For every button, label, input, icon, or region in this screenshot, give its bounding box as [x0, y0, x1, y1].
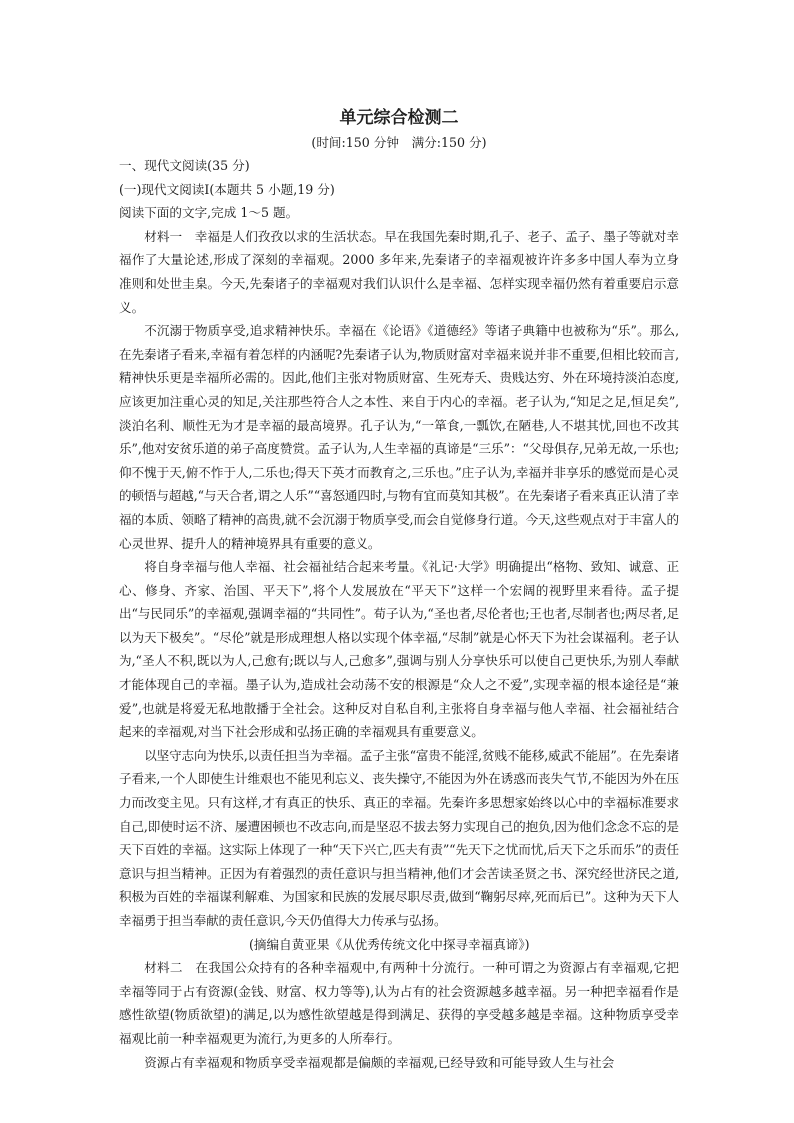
- paragraph-social-welfare: 将自身幸福与他人幸福、社会福祉结合起来考量。《礼记·大学》明确提出“格物、致知、诚意、正心、修身、齐家、治国、平天下”,将个人发展放在“平天下”这样一个宏阔的视野里来看待。孟子提出“与民同乐”的幸福观,强调幸福的“共同性”。荀子认为,“圣也者,尽伦者也;王也者,尽制者也;两尽者,足以为天下极矣”。“尽伦”就是形成理想人格以实现个体幸福,“尽制”就是心怀天下为社会谋福利。老子认为,“圣人不积,既以为人,己愈有;既以与人,己愈多”,强调与别人分享快乐可以使自己更快乐,为别人奉献才能体现自己的幸福。墨子认为,造成社会动荡不安的根源是“众人之不爱”,实现幸福的根本途径是“兼爱”,也就是将爱无私地散播于全社会。这种反对自私自利,主张将自身幸福与他人幸福、社会福祉结合起来的幸福观,对当下社会形成和弘扬正确的幸福观具有重要意义。: [119, 559, 679, 740]
- document-body: [119, 106, 679, 1074]
- exam-time-score: (时间:150 分钟 满分:150 分): [311, 135, 487, 150]
- instruction-text: 阅读下面的文字,完成 1～5 题。: [119, 205, 299, 221]
- subsection-heading: (一)现代文阅读Ⅰ(本题共 5 小题,19 分): [119, 181, 335, 197]
- paragraph-responsibility: 以坚守志向为快乐,以责任担当为幸福。孟子主张“富贵不能淫,贫贱不能移,威武不能屈”。在先秦诸子看来,一个人即使生计维艰也不能见利忘义、丧失操守,不能因为外在诱惑而丧失气节,不能因为外在压力而改变主见。只有这样,才有真正的快乐、真正的幸福。先秦许多思想家始终以心中的幸福标准要求自己,即使时运不济、屡遭困顿也不改志向,而是坚忍不拔去努力实现自己的抱负,因为他们念念不忘的是天下百姓的幸福。这实际上体现了一种“天下兴亡,匹夫有责”“先天下之忧而忧,后天下之乐而乐”的责任意识与担当精神。正因为有着强烈的责任意识与担当精神,他们才会苦读圣贤之书、深究经世济民之道,积极为百姓的幸福谋利解难、为国家和民族的发展尽职尽责,做到“鞠躬尽瘁,死而后已”。这种为天下人幸福勇于担当奉献的责任意识,今天仍值得大力传承与弘扬。: [119, 747, 679, 928]
- section-heading: 一、现代文阅读(35 分): [119, 158, 250, 173]
- paragraph-material-two: 材料二 在我国公众持有的各种幸福观中,有两种十分流行。一种可谓之为资源占有幸福观,它把幸福等同于占有资源(金钱、财富、权力等等),认为占有的社会资源越多越幸福。另一种把幸福看作是感性欲望(物质欲望)的满足,以为感性欲望越是得到满足、获得的享受越多越是幸福。这种物质享受幸福观比前一种幸福观更为流行,为更多的人所奉行。: [119, 960, 679, 1046]
- paragraph-material-one-intro: 材料一 幸福是人们孜孜以求的生活状态。早在我国先秦时期,孔子、老子、孟子、墨子等就对幸福作了大量论述,形成了深刻的幸福观。2000 多年来,先秦诸子的幸福观被许许多多中国人奉为立身准则和处世圭臬。今天,先秦诸子的幸福观对我们认识什么是幸福、怎样实现幸福仍然有着重要启示意义。: [119, 228, 679, 315]
- paragraph-spiritual-joy: 不沉溺于物质享受,追求精神快乐。幸福在《论语》《道德经》等诸子典籍中也被称为“乐”。那么,在先秦诸子看来,幸福有着怎样的内涵呢?先秦诸子认为,物质财富对幸福来说并非不重要,但相比较而言,精神快乐更是幸福所必需的。因此,他们主张对物质财富、生死寿夭、贵贱达穷、外在环境持淡泊态度,应该更加注重心灵的知足,关注那些符合人之本性、来自于内心的幸福。老子认为,“知足之足,恒足矣”,淡泊名利、顺性无为才是幸福的最高境界。孔子认为,“一箪食,一瓢饮,在陋巷,人不堪其忧,回也不改其乐”,他对安贫乐道的弟子高度赞赏。孟子认为,人生幸福的真谛是“三乐”：“父母俱存,兄弟无故,一乐也;仰不愧于天,俯不怍于人,二乐也;得天下英才而教育之,三乐也。”庄子认为,幸福并非享乐的感觉而是心灵的顿悟与超越,“与天合者,谓之人乐”“喜怒通四时,与物有宜而莫知其极”。在先秦诸子看来真正认清了幸福的本质、领略了精神的高贵,就不会沉溺于物质享受,而会自觉修身行道。今天,这些观点对于丰富人的心灵世界、提升人的精神境界具有重要的意义。: [119, 323, 679, 551]
- page-title: 单元综合检测二: [339, 108, 459, 128]
- source-citation: (摘编自黄亚果《从优秀传统文化中探寻幸福真谛》): [249, 936, 530, 952]
- paragraph-material-two-continued: 资源占有幸福观和物质享受幸福观都是偏颇的幸福观,已经导致和可能导致人生与社会: [144, 1054, 615, 1070]
